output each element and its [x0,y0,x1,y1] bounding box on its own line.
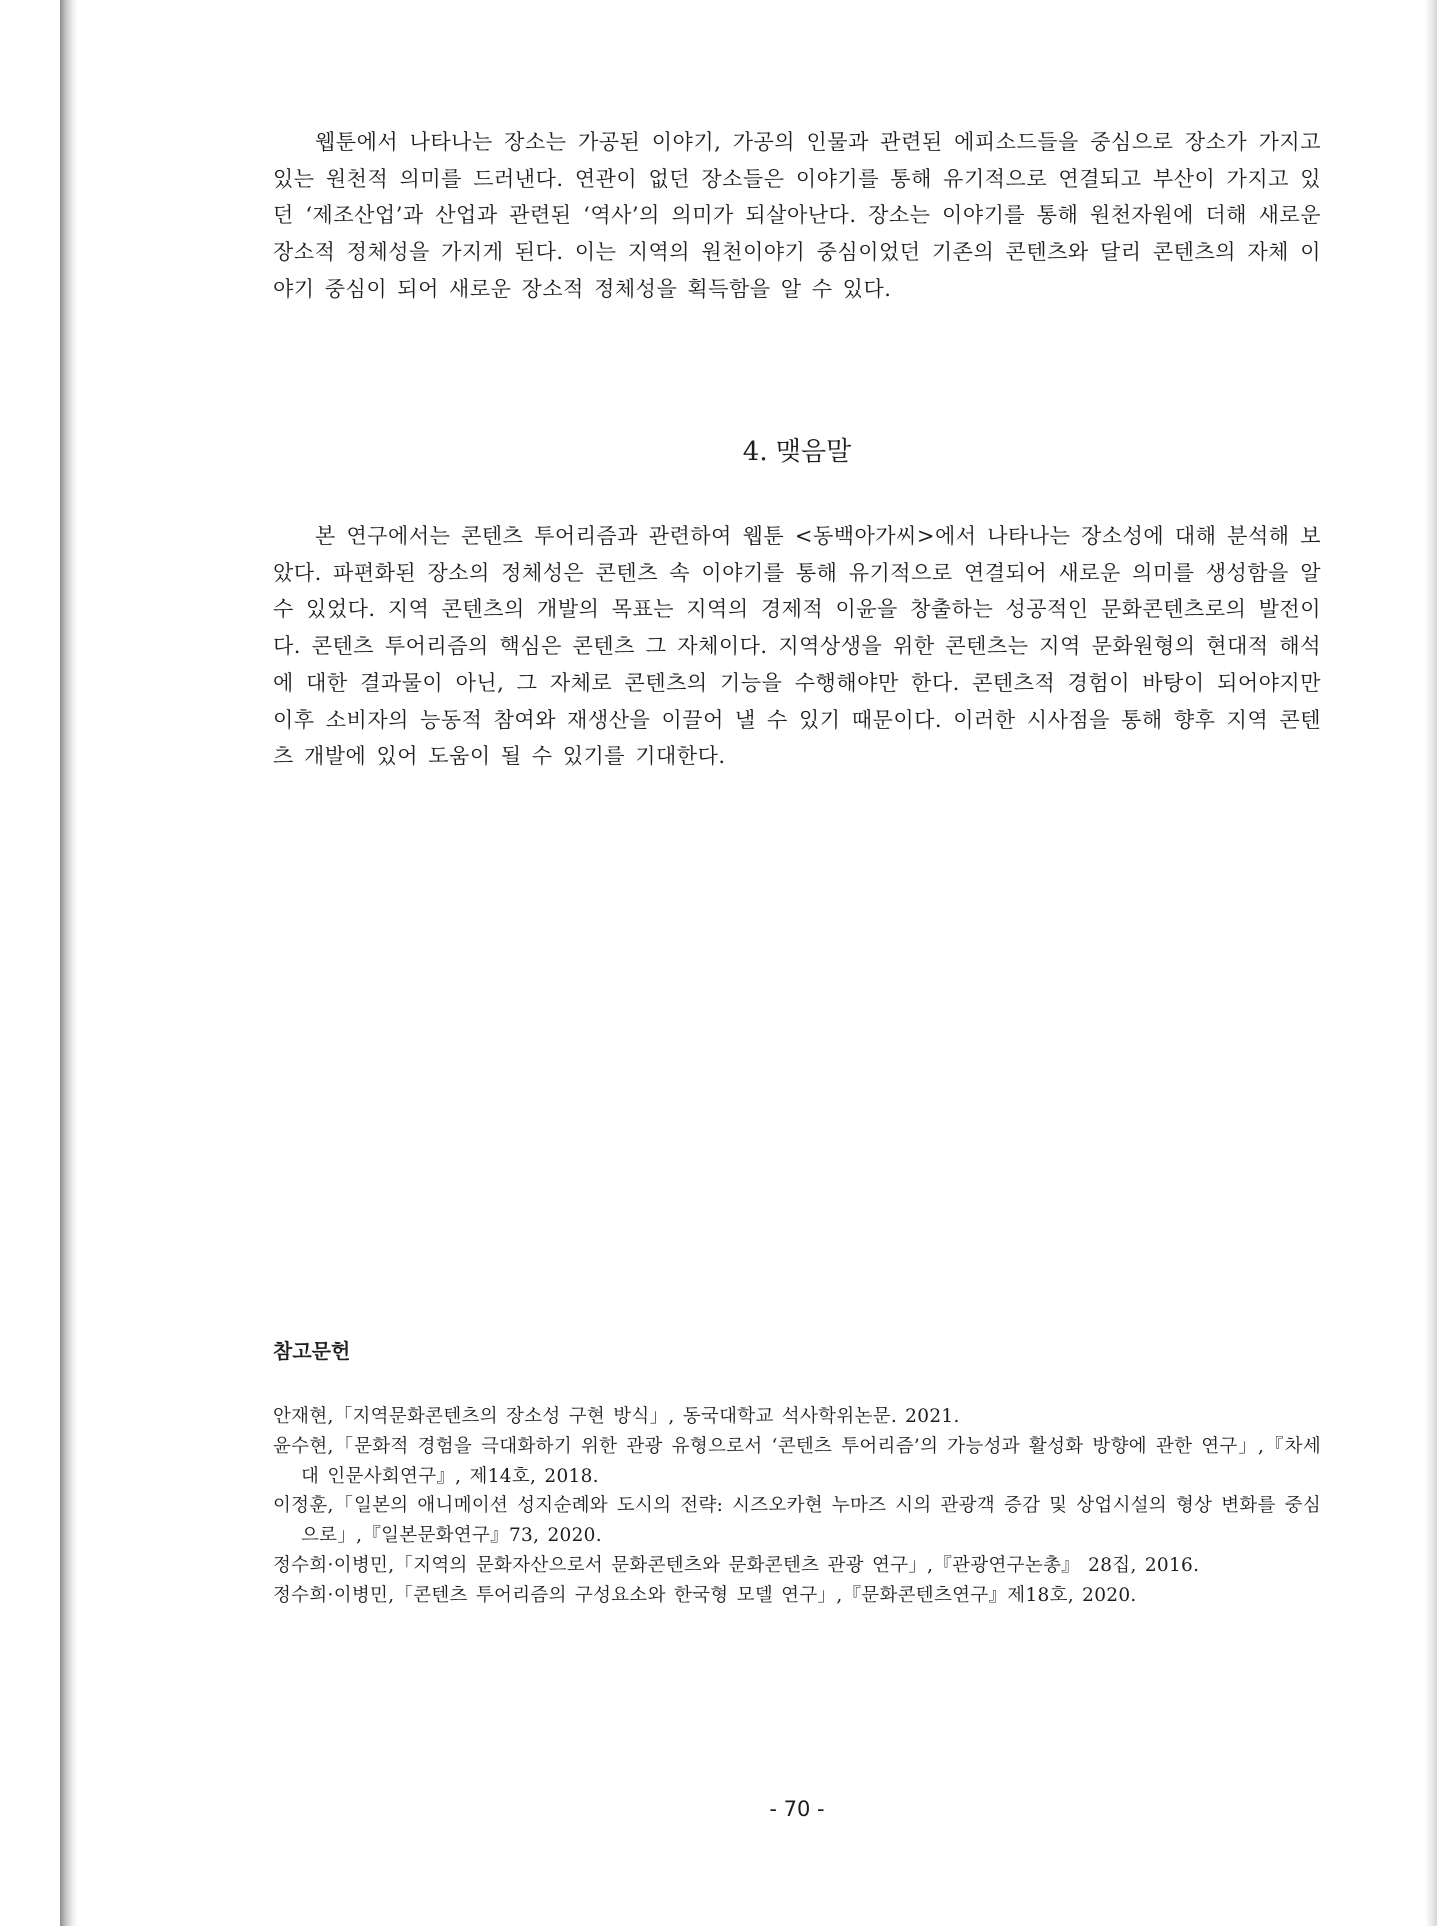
page-margin-left [0,0,60,1926]
section-heading: 4. 맺음말 [742,437,852,467]
reference-item: 윤수현,「문화적 경험을 극대화하기 위한 관광 유형으로서 ‘콘텐츠 투어리즘’의 가능성과 활성화 방향에 관한 연구」,『차세대 인문사회연구』, 제14호, 2018. [273,1435,1321,1487]
reference-item: 정수희·이병민,「콘텐츠 투어리즘의 구성요소와 한국형 모델 연구」,『문화콘텐츠연구』제18호, 2020. [273,1584,1137,1606]
page-number: - 70 - [769,1797,825,1821]
conclusion-paragraph: 본 연구에서는 콘텐츠 투어리즘과 관련하여 웹툰 <동백아가씨>에서 나타나는 장소성에 대해 분석해 보았다. 파편화된 장소의 정체성은 콘텐츠 속 이야기를 통해 유기적으로 연결되어 새로운 의미를 생성함을 알 수 있었다. 지역 콘텐츠의 개발의 목표는 지역의 경제적 이윤을 창출하는 성공적인 문화콘텐츠로의 발전이다. 콘텐츠 투어리즘의 핵심은 콘텐츠 그 자체이다. 지역상생을 위한 콘텐츠는 지역 문화원형의 현대적 해석에 대한 결과물이 아닌, 그 자체로 콘텐츠의 기능을 수행해야만 한다. 콘텐츠적 경험이 바탕이 되어야지만 이후 소비자의 능동적 참여와 재생산을 이끌어 낼 수 있기 때문이다. 이러한 시사점을 통해 향후 지역 콘텐츠 개발에 있어 도움이 될 수 있기를 기대한다. [273,524,1321,769]
page-edge-shadow [1425,0,1437,1926]
body-paragraph: 웹툰에서 나타나는 장소는 가공된 이야기, 가공의 인물과 관련된 에피소드들을 중심으로 장소가 가지고 있는 원천적 의미를 드러낸다. 연관이 없던 장소들은 이야기를 통해 유기적으로 연결되고 부산이 가지고 있던 ‘제조산업’과 산업과 관련된 ‘역사’의 의미가 되살아난다. 장소는 이야기를 통해 원천자원에 더해 새로운 장소적 정체성을 가지게 된다. 이는 지역의 원천이야기 중심이었던 기존의 콘텐츠와 달리 콘텐츠의 자체 이야기 중심이 되어 새로운 장소적 정체성을 획득함을 알 수 있다. [273,130,1321,301]
reference-item: 정수희·이병민,「지역의 문화자산으로서 문화콘텐츠와 문화콘텐츠 관광 연구」,『관광연구논총』 28집, 2016. [273,1554,1200,1576]
document-page [78,0,1425,1926]
references-title: 참고문헌 [273,1339,351,1363]
book-spine-edge [60,0,78,1926]
reference-item: 이정훈,「일본의 애니메이션 성지순례와 도시의 전략: 시즈오카현 누마즈 시의 관광객 증감 및 상업시설의 형상 변화를 중심으로」,『일본문화연구』73, 2020. [273,1495,1321,1547]
reference-item: 안재현,「지역문화콘텐츠의 장소성 구현 방식」, 동국대학교 석사학위논문. 2021. [273,1406,960,1427]
references-list [273,1402,1321,1611]
